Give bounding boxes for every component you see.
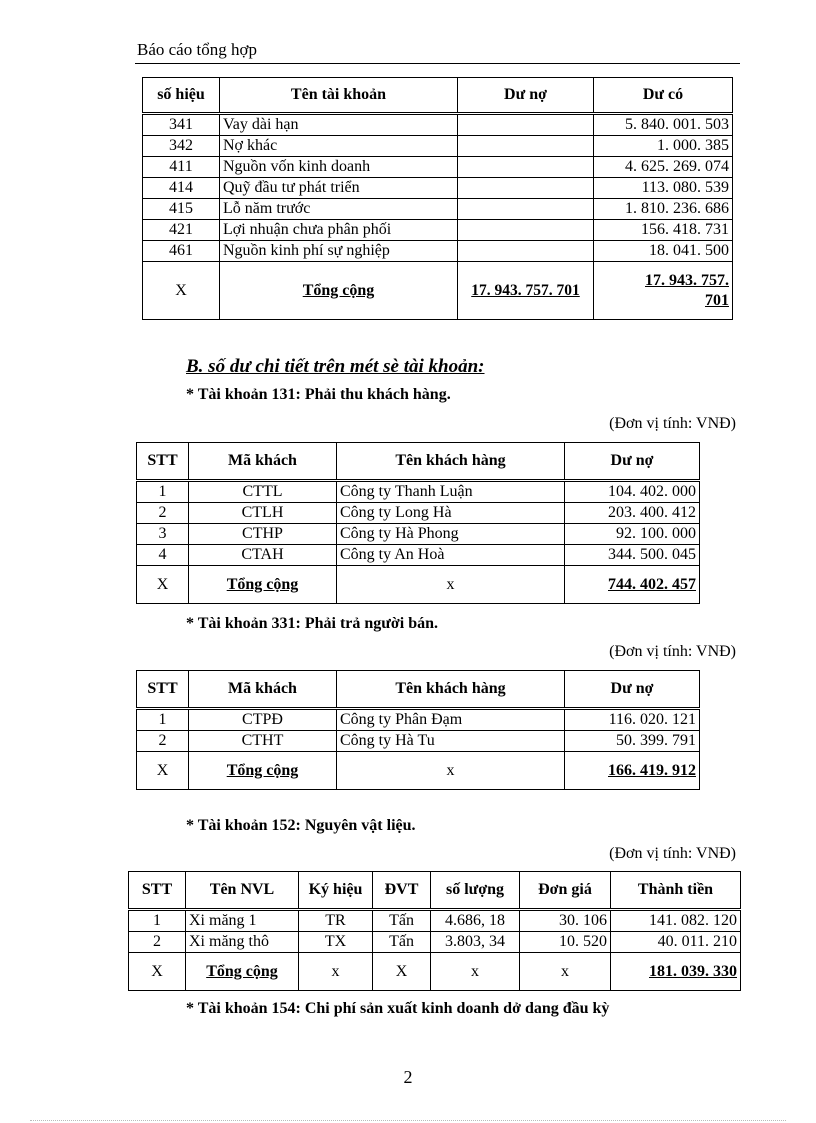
cell-code: 461: [143, 241, 220, 262]
cell-debit: [458, 199, 594, 220]
cell-code: CTAH: [189, 545, 337, 566]
acct131-title: * Tài khoản 131: Phải thu khách hàng.: [186, 386, 451, 403]
total-row: [137, 566, 700, 604]
table-row: [143, 220, 733, 241]
cell-code: CTHP: [189, 524, 337, 545]
cell-amount: 116. 020. 121: [565, 709, 700, 731]
cell-debit: [458, 220, 594, 241]
col-header-stt: STT: [137, 671, 189, 709]
cell-name: Công ty Phân Đạm: [337, 709, 565, 731]
table-row: [143, 136, 733, 157]
total-label: Tổng cộng: [220, 262, 458, 320]
cell-stt: 4: [137, 545, 189, 566]
cell-debit: [458, 178, 594, 199]
acct152-table: [128, 871, 741, 991]
col-header-customer-name: Tên khách hàng: [337, 671, 565, 709]
total-stt: X: [129, 953, 186, 991]
total-label: Tổng cộng: [189, 566, 337, 604]
cell-name: Công ty Long Hà: [337, 503, 565, 524]
cell-credit: 1. 810. 236. 686: [594, 199, 733, 220]
cell-amount: 344. 500. 045: [565, 545, 700, 566]
total-credit-line2: 701: [705, 291, 729, 309]
cell-stt: 1: [137, 709, 189, 731]
total-symbol: x: [299, 953, 373, 991]
cell-amount: 104. 402. 000: [565, 481, 700, 503]
cell-name: Nợ khác: [220, 136, 458, 157]
total-stt: X: [137, 566, 189, 604]
total-stt: X: [137, 752, 189, 790]
cell-name: Xi măng thô: [186, 932, 299, 953]
cell-code: CTTL: [189, 481, 337, 503]
cell-debit: [458, 114, 594, 136]
cell-debit: [458, 136, 594, 157]
table-row: [137, 545, 700, 566]
total-credit-line1: 17. 943. 757.: [645, 271, 729, 289]
col-header-account-name: Tên tài khoản: [220, 78, 458, 114]
cell-code: 414: [143, 178, 220, 199]
table-row: [137, 524, 700, 545]
total-name: x: [337, 752, 565, 790]
cell-quantity: 4.686, 18: [431, 910, 520, 932]
cell-amount: 92. 100. 000: [565, 524, 700, 545]
section-b-title: B. số dư chi tiết trên mét sè tài khoản:: [186, 356, 485, 377]
cell-credit: 156. 418. 731: [594, 220, 733, 241]
footer-rule: [30, 1120, 786, 1121]
header-rule: [135, 63, 740, 64]
total-quantity: x: [431, 953, 520, 991]
total-row: [137, 752, 700, 790]
cell-name: Công ty An Hoà: [337, 545, 565, 566]
cell-price: 10. 520: [520, 932, 611, 953]
col-header-material-name: Tên NVL: [186, 872, 299, 910]
cell-amount: 50. 399. 791: [565, 731, 700, 752]
cell-symbol: TX: [299, 932, 373, 953]
cell-code: 411: [143, 157, 220, 178]
cell-stt: 1: [137, 481, 189, 503]
table-row: [143, 178, 733, 199]
cell-amount: 40. 011. 210: [611, 932, 741, 953]
cell-name: Quỹ đầu tư phát triển: [220, 178, 458, 199]
cell-amount: 203. 400. 412: [565, 503, 700, 524]
col-header-amount: Thành tiền: [611, 872, 741, 910]
col-header-debit: Dư nợ: [458, 78, 594, 114]
cell-name: Nguồn vốn kinh doanh: [220, 157, 458, 178]
total-amount: 181. 039. 330: [611, 953, 741, 991]
table-row: [143, 157, 733, 178]
table-row: [129, 910, 741, 932]
col-header-stt: STT: [129, 872, 186, 910]
table-row: [137, 709, 700, 731]
cell-stt: 2: [137, 731, 189, 752]
col-header-debit: Dư nợ: [565, 443, 700, 481]
cell-code: CTHT: [189, 731, 337, 752]
cell-name: Công ty Hà Phong: [337, 524, 565, 545]
table-row: [137, 481, 700, 503]
total-row: [129, 953, 741, 991]
table-row: [137, 731, 700, 752]
acct154-title: * Tài khoản 154: Chi phí sản xuất kinh doanh dở dang đầu kỳ: [186, 1000, 610, 1017]
cell-stt: 2: [137, 503, 189, 524]
cell-price: 30. 106: [520, 910, 611, 932]
cell-credit: 18. 041. 500: [594, 241, 733, 262]
cell-stt: 2: [129, 932, 186, 953]
cell-amount: 141. 082. 120: [611, 910, 741, 932]
col-header-stt: STT: [137, 443, 189, 481]
cell-symbol: TR: [299, 910, 373, 932]
cell-code: CTPĐ: [189, 709, 337, 731]
table-row: [143, 114, 733, 136]
acct152-unit: (Đơn vị tính: VNĐ): [609, 845, 736, 862]
acct152-title: * Tài khoản 152: Nguyên vật liệu.: [186, 817, 416, 834]
col-header-symbol: Ký hiệu: [299, 872, 373, 910]
table-row: [143, 199, 733, 220]
col-header-debit: Dư nợ: [565, 671, 700, 709]
cell-unit: Tấn: [373, 932, 431, 953]
col-header-customer-code: Mã khách: [189, 671, 337, 709]
total-name: x: [337, 566, 565, 604]
cell-name: Công ty Hà Tu: [337, 731, 565, 752]
acct131-table: [136, 442, 700, 604]
cell-code: 415: [143, 199, 220, 220]
col-header-customer-code: Mã khách: [189, 443, 337, 481]
cell-code: 342: [143, 136, 220, 157]
cell-code: 421: [143, 220, 220, 241]
col-header-code: số hiệu: [143, 78, 220, 114]
table-row: [143, 241, 733, 262]
acct331-title: * Tài khoản 331: Phải trả người bán.: [186, 615, 438, 632]
total-label: Tổng cộng: [186, 953, 299, 991]
cell-name: Lỗ năm trước: [220, 199, 458, 220]
cell-unit: Tấn: [373, 910, 431, 932]
cell-code: CTLH: [189, 503, 337, 524]
cell-debit: [458, 241, 594, 262]
cell-credit: 1. 000. 385: [594, 136, 733, 157]
balance-table: [142, 77, 733, 320]
cell-code: 341: [143, 114, 220, 136]
total-row: [143, 262, 733, 320]
total-price: x: [520, 953, 611, 991]
total-label: Tổng cộng: [189, 752, 337, 790]
total-amount: 744. 402. 457: [565, 566, 700, 604]
total-code: X: [143, 262, 220, 320]
cell-name: Vay dài hạn: [220, 114, 458, 136]
cell-credit: 4. 625. 269. 074: [594, 157, 733, 178]
cell-name: Xi măng 1: [186, 910, 299, 932]
cell-name: Nguồn kinh phí sự nghiệp: [220, 241, 458, 262]
page-header-title: Báo cáo tổng hợp: [137, 40, 257, 59]
cell-debit: [458, 157, 594, 178]
col-header-credit: Dư có: [594, 78, 733, 114]
cell-credit: 5. 840. 001. 503: [594, 114, 733, 136]
cell-stt: 1: [129, 910, 186, 932]
acct331-unit: (Đơn vị tính: VNĐ): [609, 643, 736, 660]
cell-name: Công ty Thanh Luận: [337, 481, 565, 503]
table-row: [129, 932, 741, 953]
acct131-unit: (Đơn vị tính: VNĐ): [609, 415, 736, 432]
col-header-customer-name: Tên khách hàng: [337, 443, 565, 481]
total-amount: 166. 419. 912: [565, 752, 700, 790]
cell-stt: 3: [137, 524, 189, 545]
cell-name: Lợi nhuận chưa phân phối: [220, 220, 458, 241]
table-row: [137, 503, 700, 524]
cell-quantity: 3.803, 34: [431, 932, 520, 953]
total-debit: 17. 943. 757. 701: [458, 262, 594, 320]
page-number: 2: [403, 1067, 413, 1087]
col-header-unit: ĐVT: [373, 872, 431, 910]
acct331-table: [136, 670, 700, 790]
total-credit: [594, 262, 733, 320]
total-unit: X: [373, 953, 431, 991]
col-header-unit-price: Đơn giá: [520, 872, 611, 910]
cell-credit: 113. 080. 539: [594, 178, 733, 199]
col-header-quantity: số lượng: [431, 872, 520, 910]
